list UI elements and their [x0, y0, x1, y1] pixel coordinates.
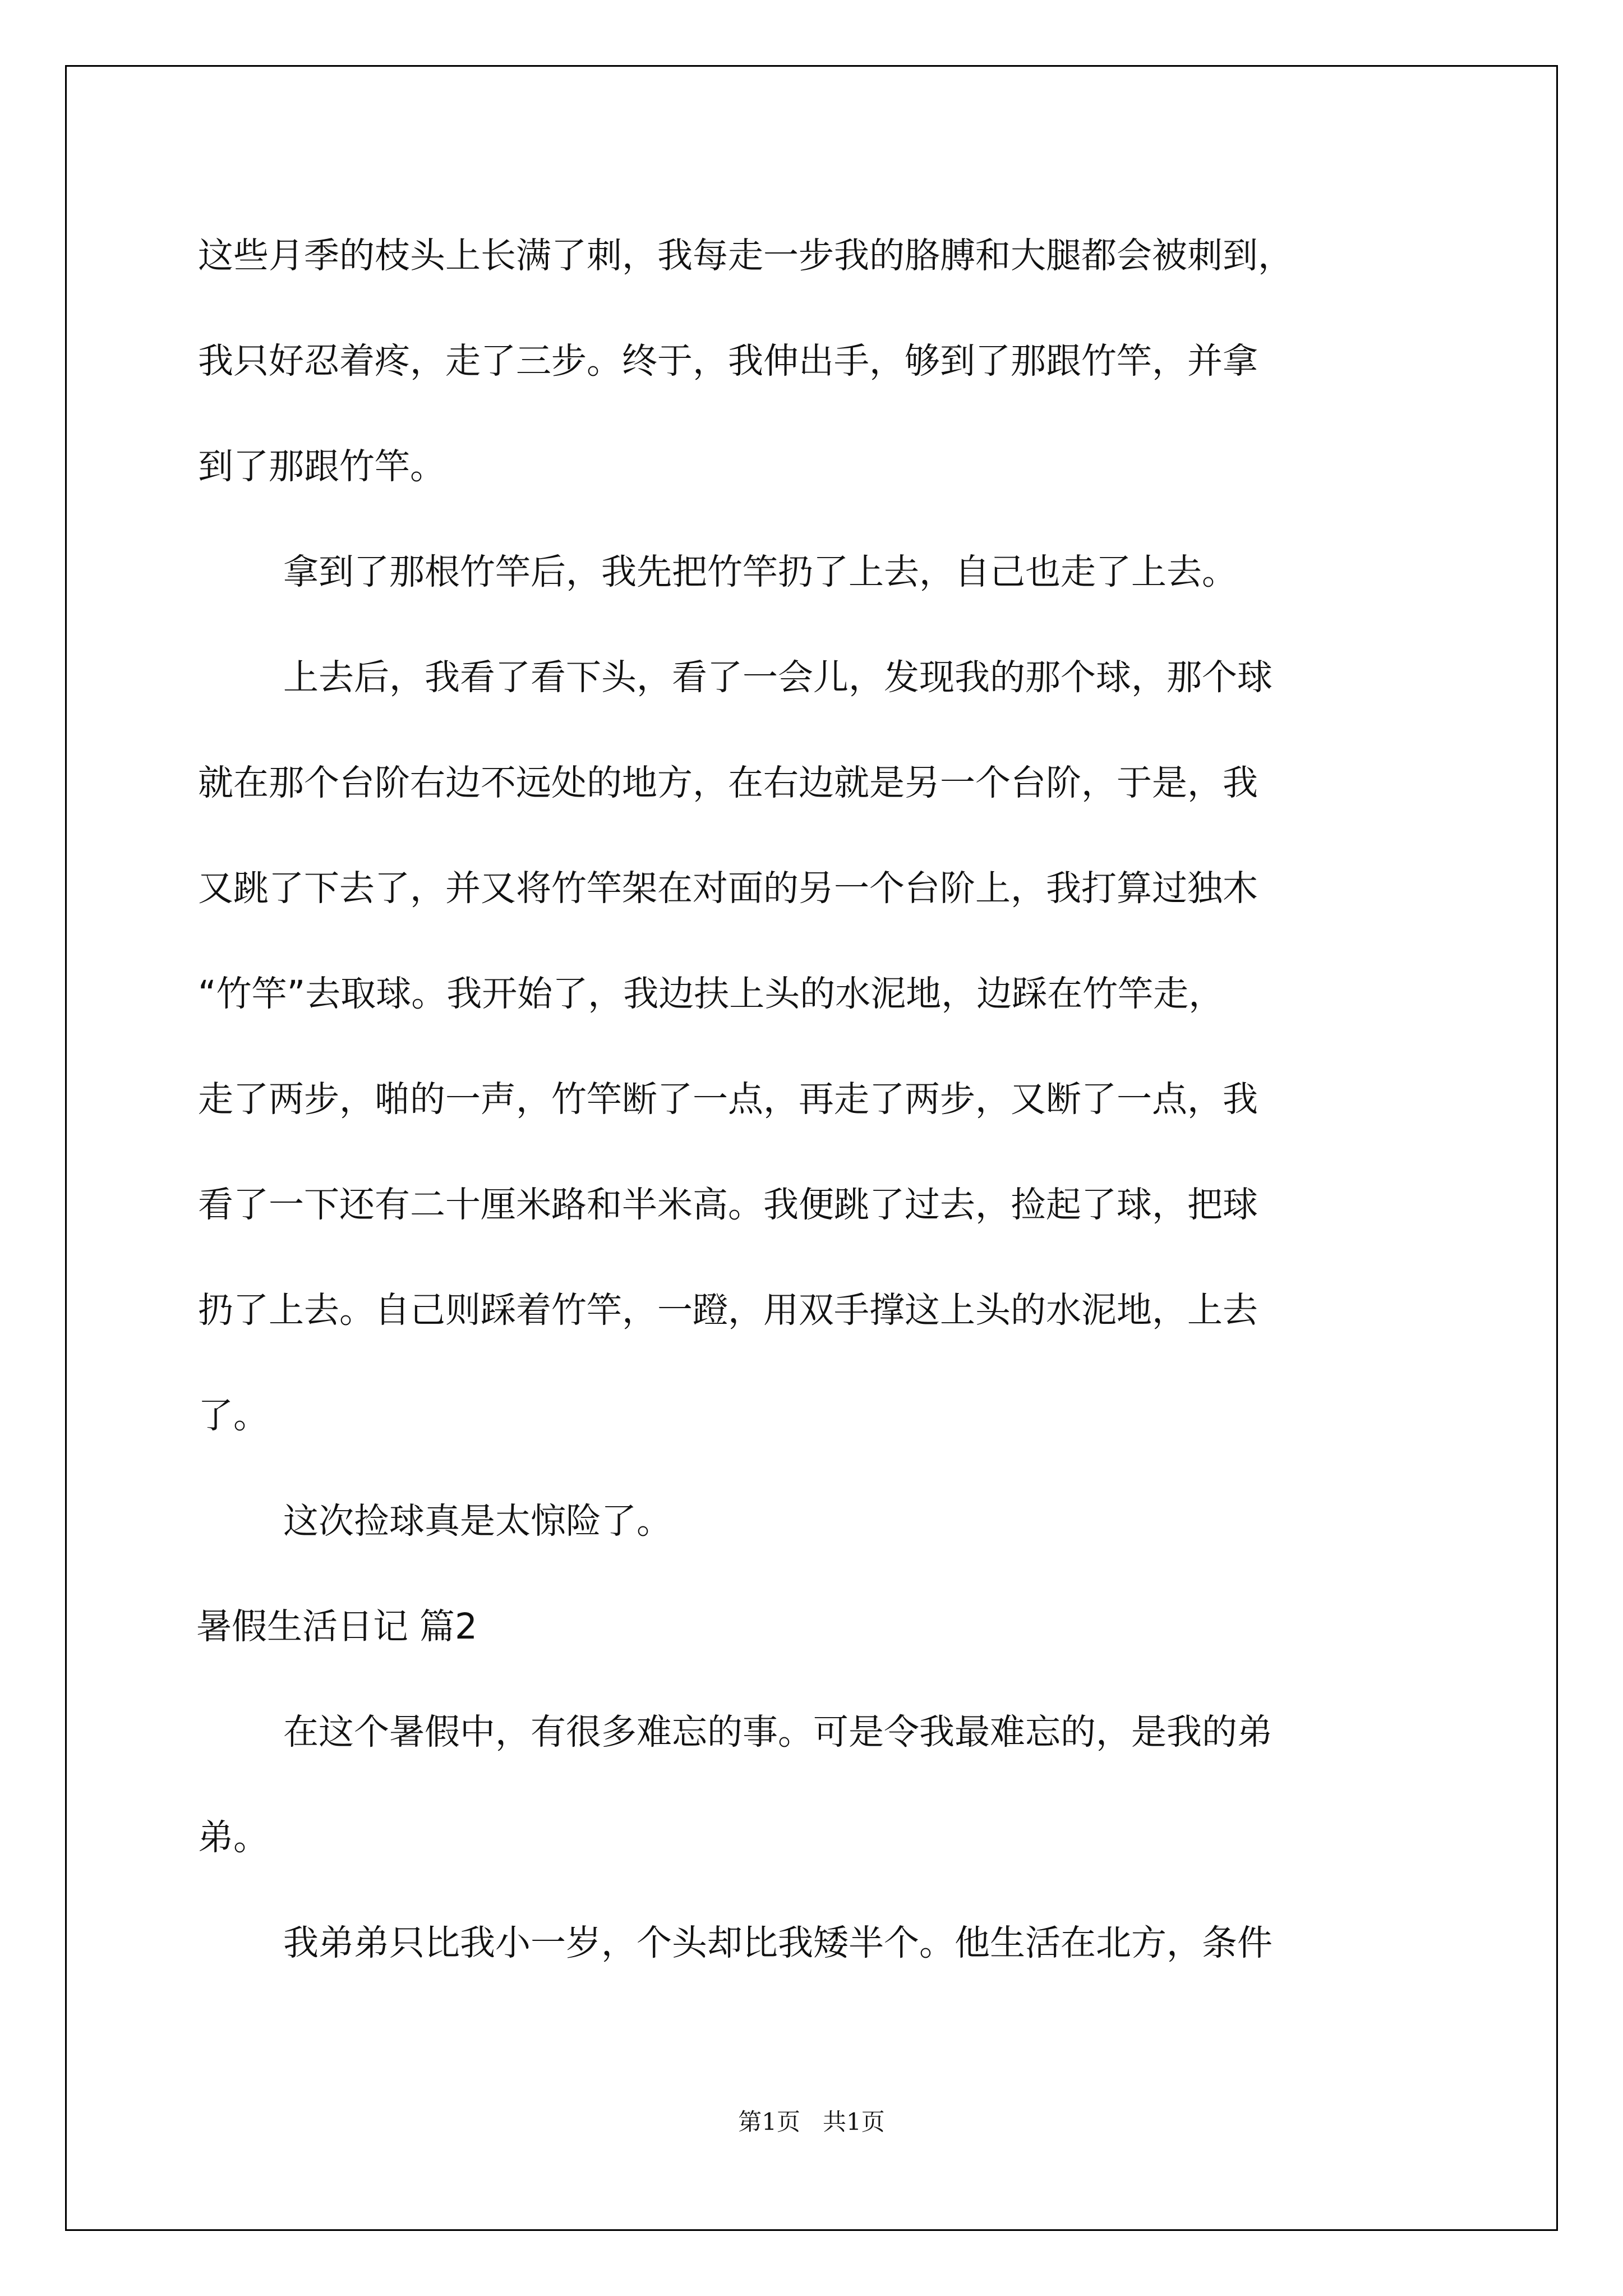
text-line: 了。: [198, 1395, 269, 1436]
text-line: 走了两步，啪的一声，竹竿断了一点，再走了两步，又断了一点，我: [198, 1079, 1258, 1120]
text-line: 就在那个台阶右边不远处的地方，在右边就是另一个台阶，于是，我: [198, 762, 1258, 803]
text-line: 看了一下还有二十厘米路和半米高。我便跳了过去，捡起了球，把球: [198, 1184, 1258, 1225]
paragraph-first-line: 这次捡球真是太惊险了。: [283, 1501, 672, 1542]
text-line: 这些月季的枝头上长满了刺，我每走一步我的胳膊和大腿都会被刺到，: [198, 235, 1293, 276]
text-line: 我只好忍着疼，走了三步。终于，我伸出手，够到了那跟竹竿，并拿: [198, 341, 1258, 381]
paragraph-first-line: 上去后，我看了看下头，看了一会儿，发现我的那个球，那个球: [283, 657, 1272, 698]
text-line: 又跳了下去了，并又将竹竿架在对面的另一个台阶上，我打算过独木: [198, 868, 1258, 909]
paragraph-first-line: 我弟弟只比我小一岁，个头却比我矮半个。他生活在北方，条件: [283, 1922, 1272, 1963]
text-line: 扔了上去。自己则踩着竹竿，一蹬，用双手撑这上头的水泥地，上去: [198, 1290, 1258, 1331]
page-footer: 第1页 共1页: [738, 2108, 885, 2136]
text-line: “竹竿”去取球。我开始了，我边扶上头的水泥地，边踩在竹竿走，: [198, 973, 1224, 1014]
text-line: 弟。: [198, 1817, 269, 1858]
paragraph-first-line: 拿到了那根竹竿后，我先把竹竿扔了上去，自己也走了上去。: [283, 551, 1237, 592]
document-body: [198, 203, 1437, 1996]
paragraph-first-line: 在这个暑假中，有很多难忘的事。可是令我最难忘的，是我的弟: [283, 1711, 1272, 1752]
text-line: 到了那跟竹竿。: [198, 446, 445, 487]
section-heading: 暑假生活日记 篇2: [196, 1606, 478, 1647]
